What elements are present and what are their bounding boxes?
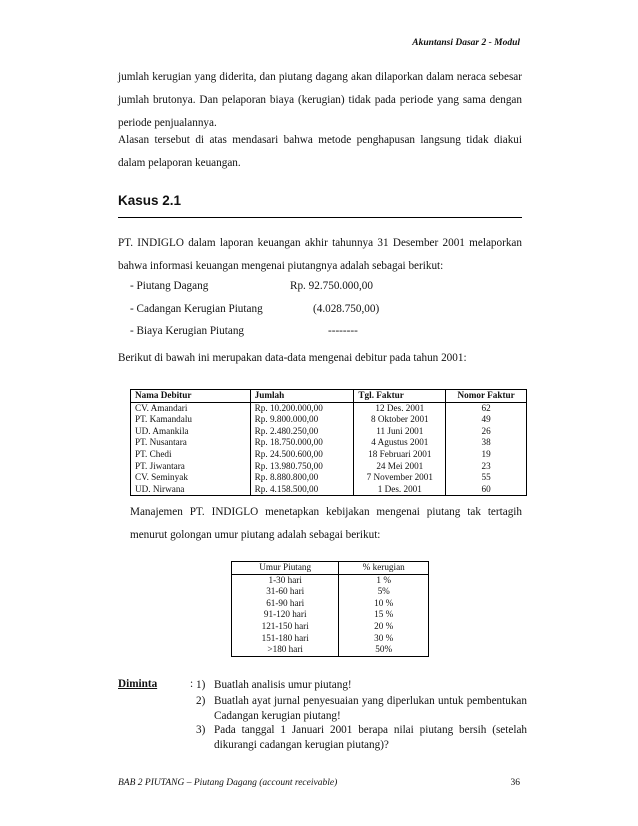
cell: 7 November 2001 bbox=[354, 472, 446, 484]
table-header-row bbox=[131, 390, 527, 403]
cell: 1 Des. 2001 bbox=[354, 484, 446, 496]
case-paragraph: PT. INDIGLO dalam laporan keuangan akhir tahunnya 31 Desember 2001 melaporkan bahwa informasi keuangan mengenai piutangnya adalah sebagai berikut: bbox=[118, 237, 522, 272]
cell: 60 bbox=[446, 484, 527, 496]
question-number: 2) bbox=[196, 695, 206, 707]
cell: Rp. 13.980.750,00 bbox=[250, 461, 354, 473]
table-row bbox=[131, 426, 527, 438]
cell: PT. Chedi bbox=[131, 449, 251, 461]
cell: 23 bbox=[446, 461, 527, 473]
cell: PT. Kamandalu bbox=[131, 414, 251, 426]
col-umur: Umur Piutang bbox=[232, 562, 339, 575]
policy-paragraph: Manajemen PT. INDIGLO menetapkan kebijakan mengenai piutang tak tertagih menurut golongan umur piutang adalah sebagai berikut: bbox=[130, 506, 522, 541]
cell: PT. Nusantara bbox=[131, 437, 251, 449]
cell: PT. Jiwantara bbox=[131, 461, 251, 473]
table-row bbox=[232, 609, 429, 621]
question-text: Pada tanggal 1 Januari 2001 berapa nilai piutang bersih (setelah dikurangi cadangan kerugian piutang)? bbox=[214, 724, 527, 751]
table-row bbox=[232, 574, 429, 586]
cell: 11 Juni 2001 bbox=[354, 426, 446, 438]
table-row bbox=[131, 437, 527, 449]
table-row bbox=[232, 621, 429, 633]
running-header: Akuntansi Dasar 2 - Modul bbox=[412, 38, 520, 48]
cell: 49 bbox=[446, 414, 527, 426]
cell: 1-30 hari bbox=[232, 574, 339, 586]
question-text: Buatlah ayat jurnal penyesuaian yang diperlukan untuk pembentukan Cadangan kerugian piutang! bbox=[214, 695, 527, 722]
table-row bbox=[131, 414, 527, 426]
table-row bbox=[131, 461, 527, 473]
cell: Rp. 18.750.000,00 bbox=[250, 437, 354, 449]
cell: 1 % bbox=[339, 574, 429, 586]
item-label: - Cadangan Kerugian Piutang bbox=[130, 302, 263, 315]
table-row bbox=[232, 644, 429, 656]
cell: 121-150 hari bbox=[232, 621, 339, 633]
cell: 61-90 hari bbox=[232, 598, 339, 610]
aging-table bbox=[231, 561, 429, 657]
item-value: Rp. 92.750.000,00 bbox=[290, 280, 373, 292]
table-row bbox=[131, 484, 527, 496]
table-row bbox=[131, 472, 527, 484]
cell: CV. Amandari bbox=[131, 402, 251, 414]
cell: 151-180 hari bbox=[232, 633, 339, 645]
cell: CV. Seminyak bbox=[131, 472, 251, 484]
cell: Rp. 8.880.800,00 bbox=[250, 472, 354, 484]
diminta-label: Diminta bbox=[118, 678, 158, 690]
question-number: 1) bbox=[196, 679, 206, 691]
cell: UD. Nirwana bbox=[131, 484, 251, 496]
col-nomor: Nomor Faktur bbox=[446, 390, 527, 403]
title-divider bbox=[118, 217, 522, 218]
cell: 15 % bbox=[339, 609, 429, 621]
cell: 24 Mei 2001 bbox=[354, 461, 446, 473]
cell: 38 bbox=[446, 437, 527, 449]
cell: UD. Amankila bbox=[131, 426, 251, 438]
question-text: Buatlah analisis umur piutang! bbox=[214, 679, 352, 691]
debtor-table bbox=[130, 389, 527, 496]
item-value: (4.028.750,00) bbox=[313, 302, 380, 315]
case-title: Kasus 2.1 bbox=[118, 193, 182, 208]
table-header-row bbox=[232, 562, 429, 575]
table-row bbox=[232, 586, 429, 598]
diminta-colon: : bbox=[190, 678, 194, 690]
cell: 50% bbox=[339, 644, 429, 656]
col-tgl: Tgl. Faktur bbox=[354, 390, 446, 403]
question-number: 3) bbox=[196, 724, 206, 736]
cell: Rp. 2.480.250,00 bbox=[250, 426, 354, 438]
cell: Rp. 9.800.000,00 bbox=[250, 414, 354, 426]
intro-paragraph-2: Alasan tersebut di atas mendasari bahwa metode penghapusan langsung tidak diakui dalam pelaporan keuangan. bbox=[118, 134, 522, 169]
cell: 12 Des. 2001 bbox=[354, 402, 446, 414]
col-jumlah: Jumlah bbox=[250, 390, 354, 403]
intro-paragraph-1: jumlah kerugian yang diderita, dan piutang dagang akan dilaporkan dalam neraca sebesar jumlah brutonya. Dan pelaporan biaya (kerugian) tidak pada periode yang sama dengan periode penjualannya. bbox=[118, 71, 522, 129]
cell: 91-120 hari bbox=[232, 609, 339, 621]
cell: >180 hari bbox=[232, 644, 339, 656]
cell: Rp. 24.500.600,00 bbox=[250, 449, 354, 461]
cell: 8 Oktober 2001 bbox=[354, 414, 446, 426]
col-nama: Nama Debitur bbox=[131, 390, 251, 403]
cell: 20 % bbox=[339, 621, 429, 633]
table-row bbox=[131, 449, 527, 461]
cell: Rp. 10.200.000,00 bbox=[250, 402, 354, 414]
item-label: - Piutang Dagang bbox=[130, 280, 209, 292]
col-kerugian: % kerugian bbox=[339, 562, 429, 575]
cell: 31-60 hari bbox=[232, 586, 339, 598]
item-label: - Biaya Kerugian Piutang bbox=[130, 325, 245, 337]
cell: 30 % bbox=[339, 633, 429, 645]
footer-chapter: BAB 2 PIUTANG – Piutang Dagang (account receivable) bbox=[118, 778, 338, 788]
table-row bbox=[232, 633, 429, 645]
cell: 19 bbox=[446, 449, 527, 461]
cell: 26 bbox=[446, 426, 527, 438]
cell: 18 Februari 2001 bbox=[354, 449, 446, 461]
cell: 5% bbox=[339, 586, 429, 598]
cell: 62 bbox=[446, 402, 527, 414]
table-row bbox=[131, 402, 527, 414]
cell: Rp. 4.158.500,00 bbox=[250, 484, 354, 496]
table-row bbox=[232, 598, 429, 610]
item-value: -------- bbox=[328, 325, 358, 337]
cell: 4 Agustus 2001 bbox=[354, 437, 446, 449]
page-number: 36 bbox=[510, 778, 520, 788]
debtor-intro: Berikut di bawah ini merupakan data-data mengenai debitur pada tahun 2001: bbox=[118, 352, 467, 364]
cell: 10 % bbox=[339, 598, 429, 610]
cell: 55 bbox=[446, 472, 527, 484]
